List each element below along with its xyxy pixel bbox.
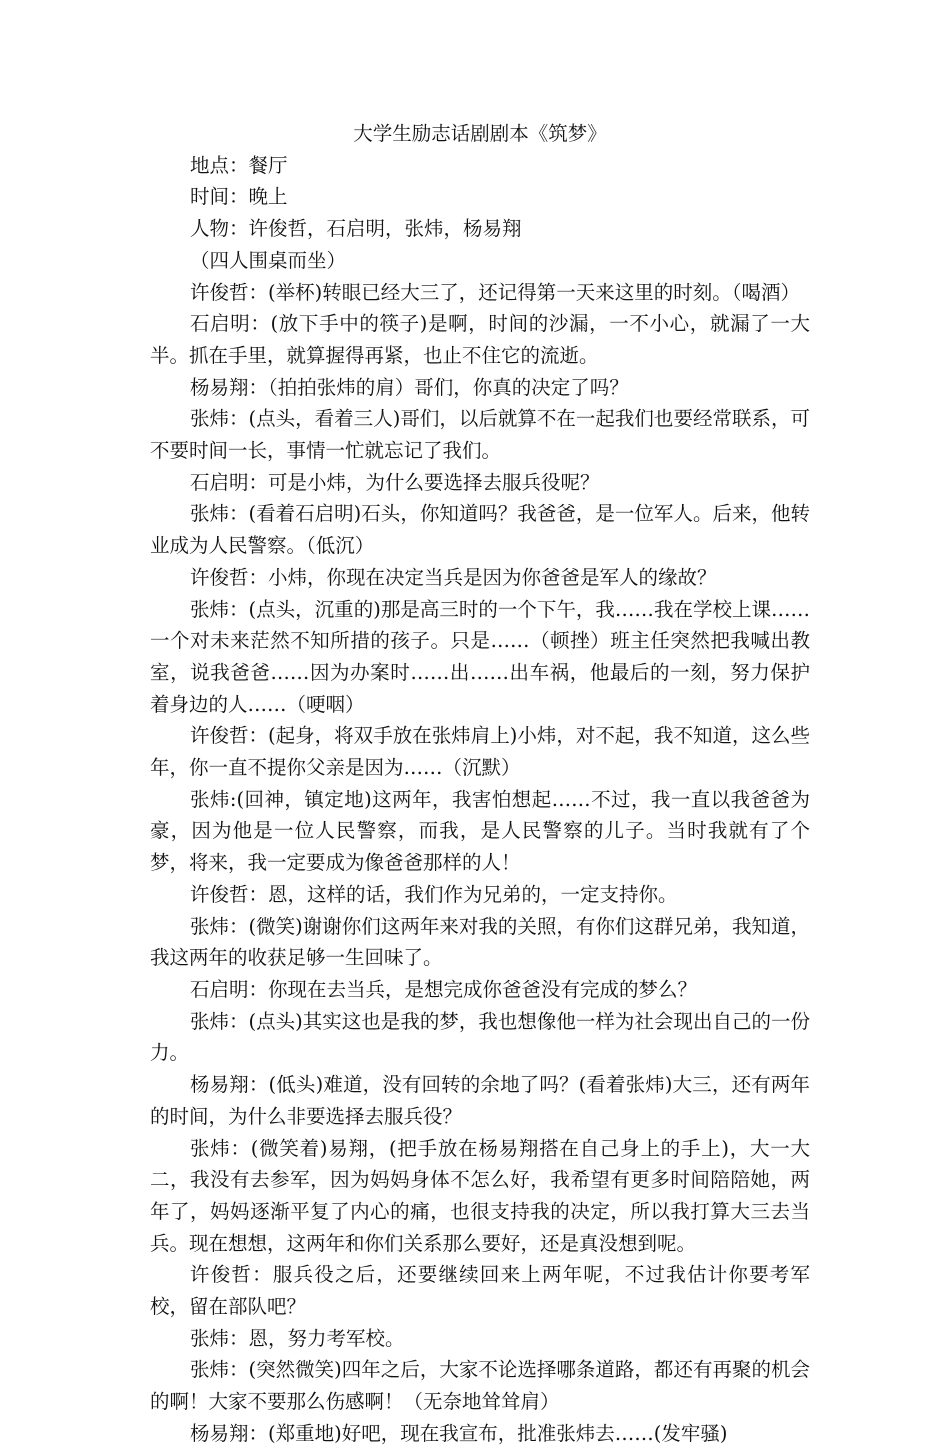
- dialogue-line: 张炜：恩，努力考军校。: [190, 1326, 405, 1350]
- script-title: 大学生励志话剧剧本《筑梦》: [353, 122, 607, 145]
- dialogue-line: 杨易翔：（拍拍张炜的肩）哥们，你真的决定了吗？: [190, 375, 629, 399]
- dialogue-line: 石启明：你现在去当兵，是想完成你爸爸没有完成的梦么？: [190, 977, 698, 1001]
- dialogue-line: 张炜：(微笑)谢谢你们这两年来对我的关照，有你们这群兄弟，我知道，我这两年的收获足够一生回味了。: [150, 914, 810, 970]
- dialogue-line: 石启明：(放下手中的筷子)是啊，时间的沙漏，一不小心，就漏了一大半。抓在手里，就算握得再紧，也止不住它的流逝。: [150, 312, 810, 367]
- dialogue-line: 张炜：(点头)其实这也是我的梦，我也想像他一样为社会现出自己的一份力。: [150, 1009, 810, 1065]
- scene-characters: 人物：许俊哲，石启明，张炜，杨易翔: [190, 217, 522, 241]
- dialogue-line: 石启明：可是小炜，为什么要选择去服兵役呢？: [190, 470, 600, 494]
- dialogue-line: 许俊哲：恩，这样的话，我们作为兄弟的，一定支持你。: [190, 882, 678, 906]
- dialogue-line: 张炜：(点头，看着三人)哥们，以后就算不在一起我们也要经常联系，可不要时间一长，事情一忙就忘记了我们。: [150, 407, 810, 463]
- dialogue-line: 杨易翔：(低头)难道，没有回转的余地了吗？(看着张炜)大三，还有两年的时间，为什么非要选择去服兵役？: [150, 1073, 810, 1128]
- dialogue-line: 张炜：(微笑着)易翔，(把手放在杨易翔搭在自己身上的手上)，大一大二，我没有去参军，因为妈妈身体不怎么好，我希望有更多时间陪陪她，两年了，妈妈逐渐平复了内心的痛，也很支持我的决定，所以我打算大三去当兵。现在想想，这两年和你们关系那么要好，还是真没想到呢。: [150, 1136, 810, 1255]
- dialogue-line: 张炜：(点头，沉重的)那是高三时的一个下午，我……我在学校上课……一个对未来茫然不知所措的孩子。只是……（顿挫）班主任突然把我喊出教室，说我爸爸……因为办案时……出……出车祸，他最后的一刻，努力保护着身边的人……（哽咽）: [150, 597, 810, 716]
- dialogue-line: 张炜：(突然微笑)四年之后，大家不论选择哪条道路，都还有再聚的机会的啊！大家不要那么伤感啊！（无奈地耸耸肩）: [150, 1358, 810, 1414]
- scene-time: 时间：晚上: [190, 185, 288, 209]
- stage-direction: （四人围桌而坐）: [190, 248, 347, 272]
- dialogue-line: 杨易翔：(郑重地)好吧，现在我宣布，批准张炜去……(发牢骚): [190, 1421, 728, 1445]
- document-page: [150, 118, 810, 1450]
- dialogue-line: 许俊哲：小炜，你现在决定当兵是因为你爸爸是军人的缘故？: [190, 565, 717, 589]
- dialogue-line: 许俊哲：(举杯)转眼已经大三了，还记得第一天来这里的时刻。（喝酒）: [190, 280, 800, 304]
- dialogue-line: 许俊哲：服兵役之后，还要继续回来上两年呢，不过我估计你要考军校，留在部队吧？: [150, 1263, 810, 1319]
- dialogue-line: 张炜：(看着石启明)石头，你知道吗？我爸爸，是一位军人。后来，他转业成为人民警察。（低沉）: [150, 502, 810, 558]
- dialogue-line: 张炜:(回神，镇定地)这两年，我害怕想起……不过，我一直以我爸爸为豪，因为他是一位人民警察，而我，是人民警察的儿子。当时我就有了个梦，将来，我一定要成为像爸爸那样的人！: [150, 787, 810, 875]
- dialogue-line: 许俊哲：(起身，将双手放在张炜肩上)小炜，对不起，我不知道，这么些年，你一直不提你父亲是因为……（沉默）: [150, 724, 810, 780]
- scene-location: 地点：餐厅: [190, 153, 288, 177]
